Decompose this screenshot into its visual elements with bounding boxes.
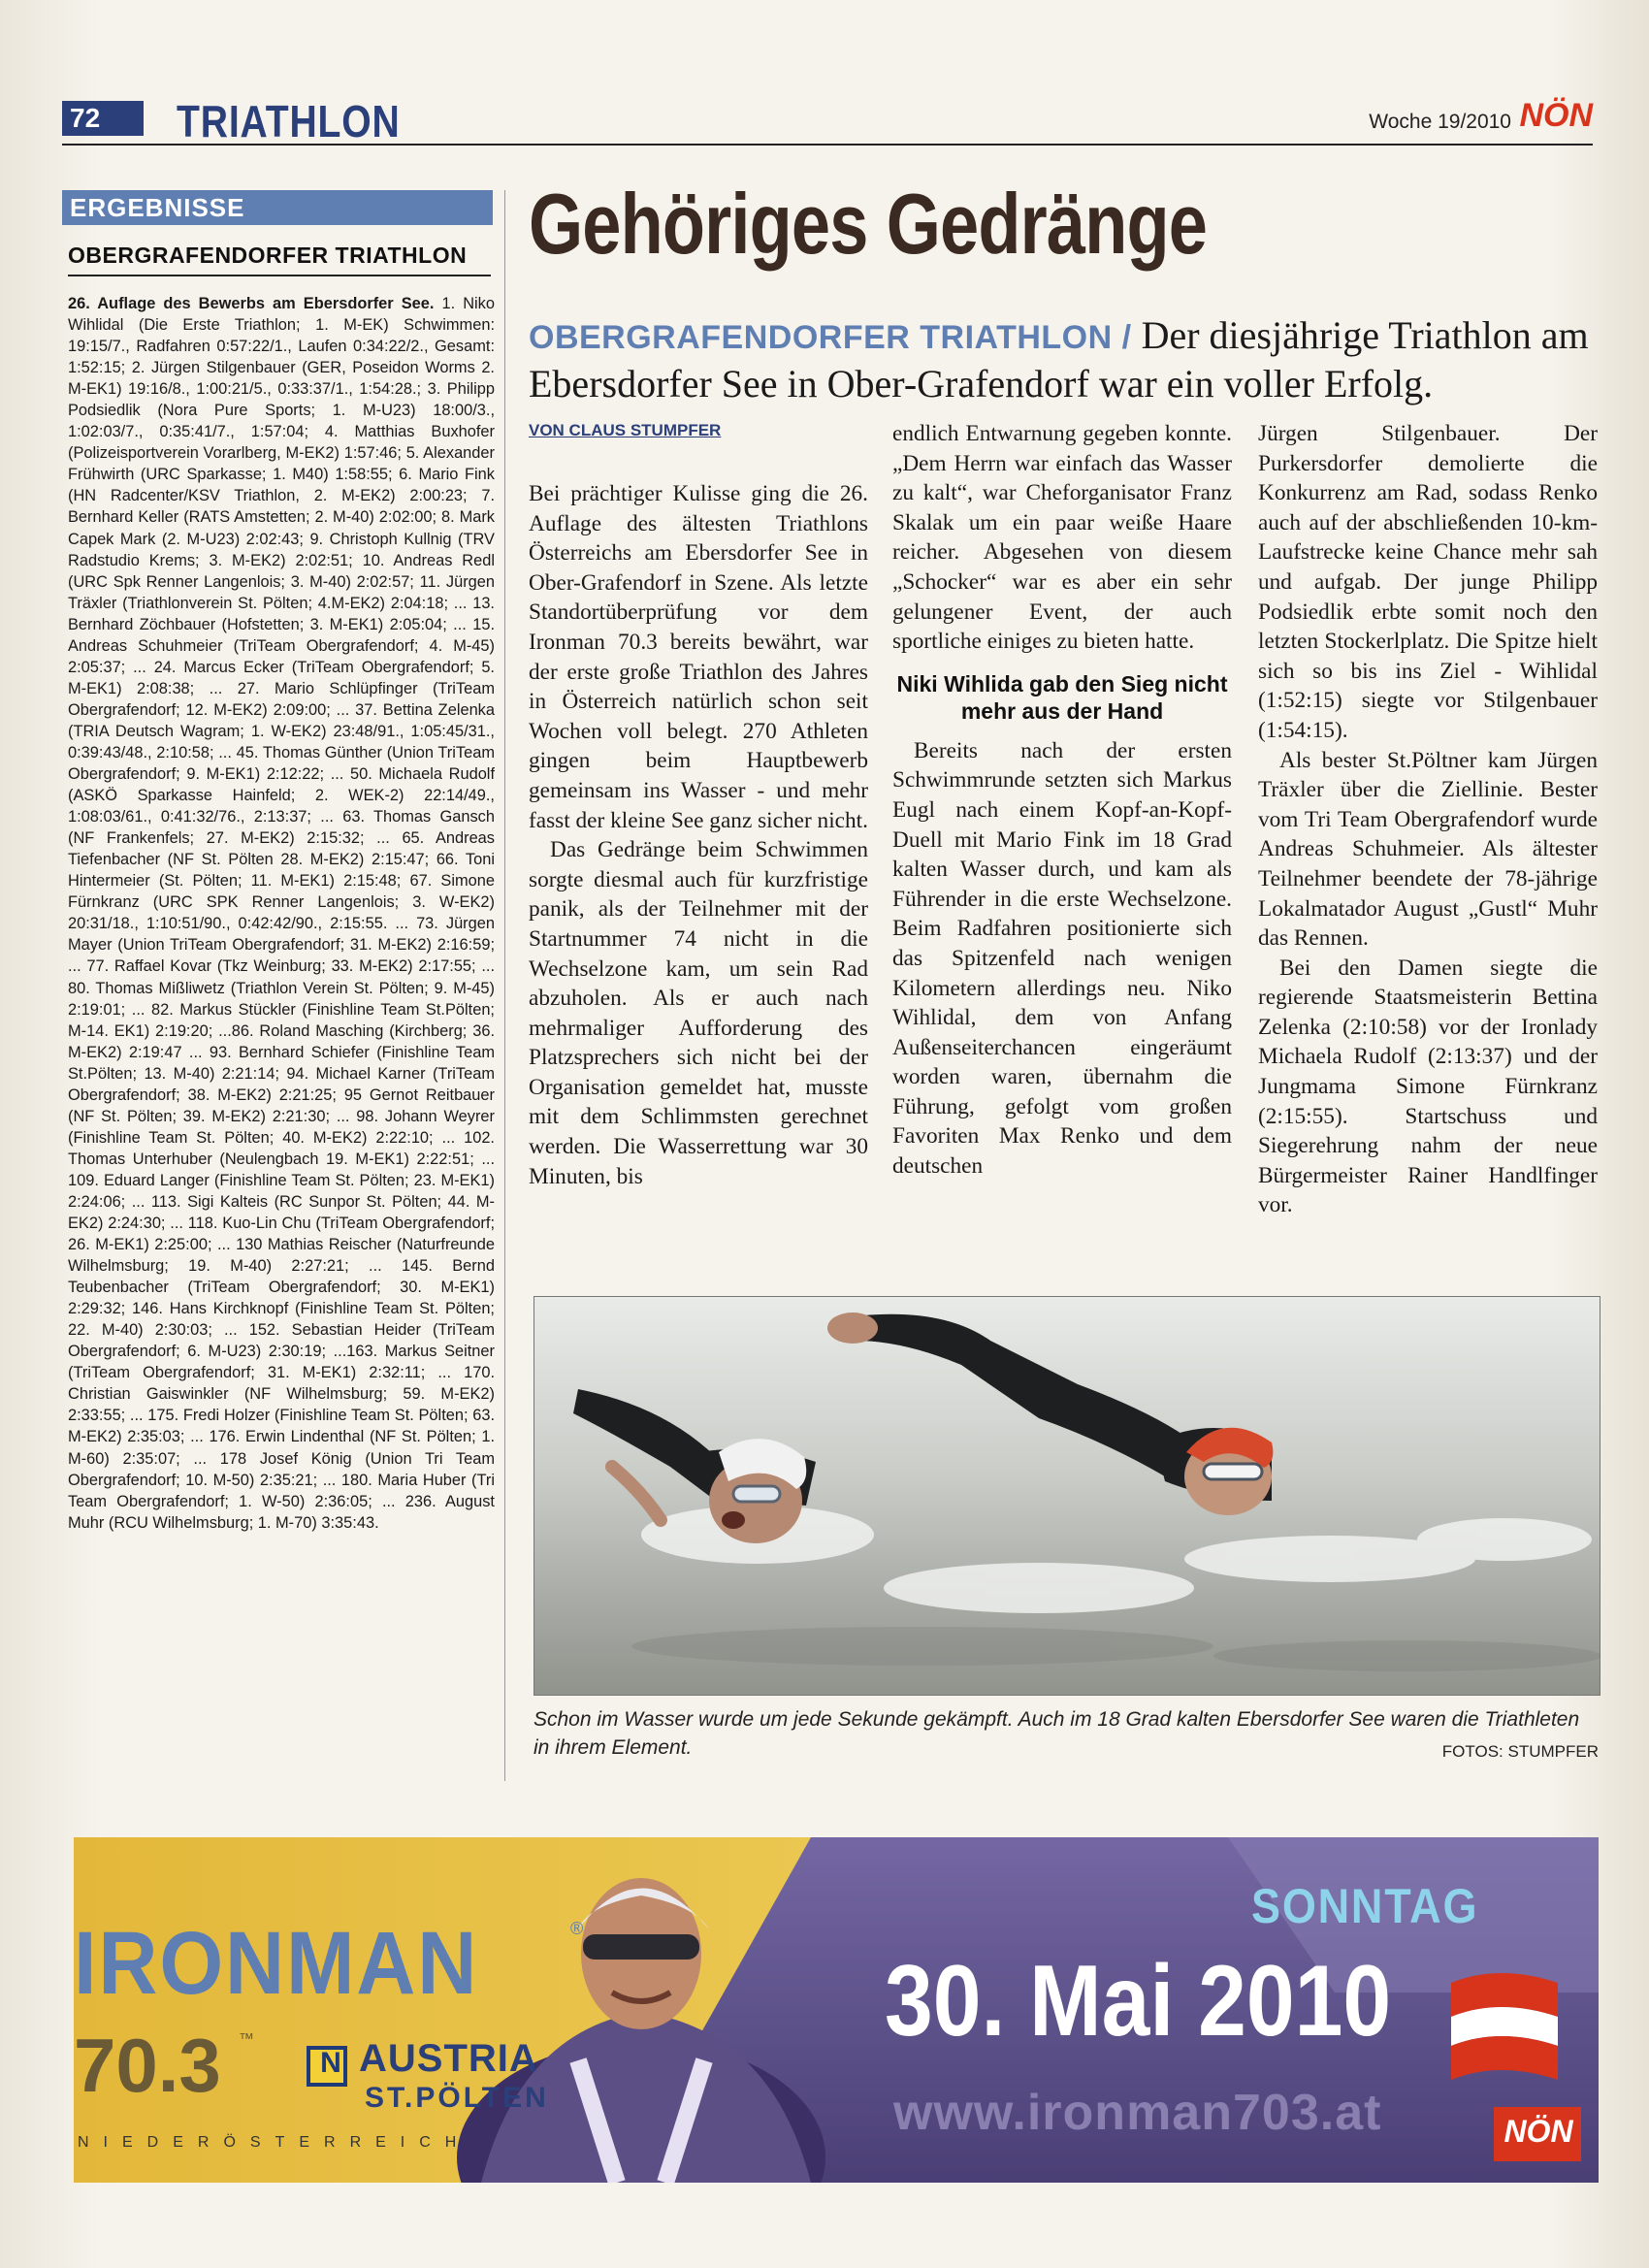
results-intro: 26. Auflage des Bewerbs am Ebersdorfer See. xyxy=(68,295,435,312)
paragraph: Bereits nach der ersten Schwimmrunde setzten sich Markus Eugl nach einem Kopf-an-Kopf-Duell mit Mario Fink im 18 Grad kalten Wasser durch, und kam als Führender in die erste Wechselzone. Beim Radfahren positionierte sich das Spitzenfeld nach wenigen Kilometern allerdings neu. Niko Wihlidal, dem von Anfang Außenseiterchancen eingeräumt worden waren, übernahm die Führung, gefolgt vom großen Favoriten Max Renko und dem deutschen xyxy=(892,737,1232,1180)
ad-city: ST.PÖLTEN xyxy=(365,2082,549,2114)
paragraph: Als bester St.Pöltner kam Jürgen Träxler über die Ziellinie. Bester vom Tri Team Obergrafendorf wurde Andreas Schuhmeier. Als ältester Teilnehmer beendete der 78-jährige Lokalmatador August „Gustl“ Muhr das Rennen. xyxy=(1258,747,1598,952)
ad-day: SONNTAG xyxy=(1251,1879,1479,1933)
page-number: 72 xyxy=(62,101,144,136)
ad-country: AUSTRIA xyxy=(359,2037,538,2080)
results-text: 1. Niko Wihlidal (Die Erste Triathlon; 1. M-EK) Schwimmen: 19:15/7., Radfahren 0:57:22/1., Laufen 0:34:22/2., Gesamt: 1:52:15; 2. Jürgen Stilgenbauer (GER, Poseidon Worms 2. M-EK1) 19:16/8., 1:00:21/5., 0:33:37/1., 1:54:28.; 3. Philipp Podsiedlik (Nora Pure Sports; 1. M-U23) 18:00/3., 1:02:03/7., 0:35:41/7., 1:57:04; 4. Matthias Buxhofer (Polizeisportverein Vorarlberg, M-EK2) 1:57:46; 5. Alexander Frühwirth (URC Sparkasse; 1. M40) 1:58:55; 6. Mario Fink (HN Radcenter/KSV Triathlon, 2. M-EK2) 2:00:23; 7. Bernhard Keller (RATS Amstetten; 2. M-40) 2:02:00; 8. Mark Capek Mark (2. M-U23) 2:02:43; 9. Christoph Kullnig (TRV Radstudio Krems; 3. M-EK2) 2:02:51; 10. Andreas Redl (URC Spk Renner Langenlois; 3. M-40) 2:02:57; 11. Jürgen Träxler (Triathlonverein St. Pölten; 4.M-EK2) 2:04:18; ... 13. Bernhard Zöchbauer (Hofstetten; 3. M-EK1) 2:05:04; ... 15. Andreas Schuhmeier (TriTeam Obergrafendorf; 4. M-45) 2:05:37; ... 24. Marcus Ecker (TriTeam Obergrafendorf; 5. M-EK1) 2:08:38; ... 27. Mario Schlüpfinger (TriTeam Obergrafendorf; 12. M-EK2) 2:09:00; ... 37. Bettina Zelenka (TRIA Deutsch Wagram; 1. W-EK2) 23:48/91., 1:05:45/31., 0:39:43/48., 2:10:58; ... 45. Thomas Günther (Union TriTeam Obergrafendorf; 9. M-EK1) 2:12:22; ... 50. Michaela Rudolf (ASKÖ Sparkasse Hainfeld; 2. WEK-2) 22:14/49., 1:08:03/61., 0:41:32/76., 2:13:37; ... 63. Thomas Gansch (NF Frankenfels; 27. M-EK2) 2:15:32; ... 65. Andreas Tiefenbacher (NF St. Pölten 28. M-EK2) 2:15:47; 66. Toni Hintermeier (St. Pölten; 11. M-EK1) 2:15:48; 67. Simone Fürnkranz (URC SPK Renner Langenlois; 3. W-EK2) 20:31/18., 1:10:51/90., 0:42:42/90., 2:15:55. ... 73. Jürgen Mayer (Union TriTeam Obergrafendorf; 31. M-EK2) 2:16:59; ... 77. Raffael Kovar (Tkz Weinburg; 33. M-EK2) 2:17:55; ... 80. Thomas Mißliwetz (Triathlon Verein St. Pölten; 9. M-45) 2:19:01; ... 82. Markus Stückler (Finishline Team St.Pölten; M-14. EK1) 2:19:20; ...86. Roland Masching (Kirchberg; 36. M-EK2) 2:19:47 ... 93. Bernhard Schiefer (Finishline Team St.Pölten; 13. M-40) 2:21:14; 94. Michael Karner (TriTeam Obergrafendorf; 38. M-EK2) 2:21:25; 95 Gernot Reitbauer (NF St. Pölten; 39. M-EK2) 2:21:30; ... 98. Johann Weyrer (Finishline Team St. Pölten; 40. M-EK2) 2:22:10; ... 102. Thomas Unterhuber (Neulengbach 19. M-EK1) 2:22:51; ... 109. Eduard Langer (Finishline Team St. Pölten; 23. M-EK1) 2:24:06; ... 113. Sigi Kalteis (RC Sunpor St. Pölten; 44. M-EK2) 2:24:30; ... 118. Kuo-Lin Chu (TriTeam Obergrafendorf; 26. M-EK1) 2:25:00; ... 130 Mathias Reischer (Naturfreunde Wilhelmsburg; 19. M-40) 2:27:21; ... 145. Bernd Teubenbacher (TriTeam Obergrafendorf; 30. M-EK1) 2:29:32; 146. Hans Kirchknopf (Finishline Team St. Pölten; 22. M-40) 2:30:03; ... 152. Sebastian Heider (TriTeam Obergrafendorf; 6. M-U23) 2:30:19; ...163. Markus Seitner (TriTeam Obergrafendorf; 31. M-EK1) 2:32:11; ... 170. Christian Gaiswinkler (NF Wilhelmsburg; 59. M-EK2) 2:33:55; ... 175. Fredi Holzer (Finishline Team St. Pölten; 63. M-EK2) 2:35:03; ... 176. Erwin Lindenthal (NF St. Pölten; 1. M-60) 2:35:07; ... 178 Josef König (Union Tri Team Obergrafendorf; 10. M-50) 2:35:21; ... 180. Maria Huber (Tri Team Obergrafendorf; 1. W-50) 2:36:05; ... 236. August Muhr (RCU Wilhelmsburg; 1. M-70) 3:35:43. xyxy=(68,295,495,1532)
newspaper-logo: NÖN xyxy=(1519,97,1593,134)
ad-brand: NÖN xyxy=(1504,2114,1573,2149)
results-label: ERGEBNISSE xyxy=(62,190,493,225)
ad-date: 30. Mai 2010 xyxy=(885,1945,1392,2057)
results-list xyxy=(68,293,495,1787)
n-badge-letter: N xyxy=(320,2047,341,2079)
article-column-1 xyxy=(529,479,868,1191)
photo-credit: FOTOS: STUMPFER xyxy=(1441,1742,1599,1761)
swimmers-photo xyxy=(534,1296,1600,1696)
ad-region: NIEDERÖSTERREICH xyxy=(78,2134,471,2151)
column-divider xyxy=(504,190,505,1781)
paragraph: Jürgen Stilgenbauer. Der Purkersdorfer demolierte die Konkurrenz am Rad, sodass Renko auch auf der abschließenden 10-km-Laufstrecke keine Chance mehr sah und aufgab. Der junge Philipp Podsiedlik erbte somit noch den letzten Stockerlplatz. Die Spitze hielt sich so bis ins Ziel - Wihlidal (1:52:15) siegte vor Stilgenbauer (1:54:15). xyxy=(1258,421,1598,743)
article-subhead: Niki Wihlida gab den Sieg nicht mehr aus der Hand xyxy=(896,670,1228,724)
page-header xyxy=(62,93,1593,146)
photo-caption: Schon im Wasser wurde um jede Sekunde gekämpft. Auch im 18 Grad kalten Ebersdorfer See waren die Triathleten in ihrem Element. xyxy=(534,1708,1580,1759)
article-column-3 xyxy=(1258,419,1598,1220)
kicker-label: OBERGRAFENDORFER TRIATHLON / xyxy=(529,319,1132,356)
paragraph: endlich Entwarnung gegeben konnte. „Dem Herrn war einfach das Wasser zu kalt“, war Cheforganisator Franz Skalak um ein paar weiße Haare reicher. Abgesehen von diesem „Schocker“ war es aber ein sehr gelungener Event, der auch sportliche einiges zu bieten hatte. xyxy=(892,421,1232,655)
paragraph: Bei prächtiger Kulisse ging die 26. Auflage des ältesten Triathlons Österreichs am Ebersdorfer See in Ober-Grafendorf in Szene. Als letzte Standortüberprüfung vor dem Ironman 70.3 bereits bewährt, war der erste große Triathlon des Jahres in Österreich natürlich schon seit Wochen voll belegt. 270 Athleten gingen beim Hauptbewerb gemeinsam ins Wasser - und mehr fasst der kleine See ganz sicher nicht. xyxy=(529,481,868,833)
austria-flag xyxy=(1451,1973,1558,2080)
paragraph: Das Gedränge beim Schwimmen sorgte diesmal auch für kurzfristige panik, als der Teilnehmer mit der Startnummer 74 nicht in die Wechselzone kam, um sein Rad abzuholen. Als er auch nach mehrmaliger Aufforderung des Platzsprechers sich nicht bei der Organisation gemeldet hat, musste mit dem Schlimmsten gerechnet werden. Die Wasserrettung war 30 Minuten, bis xyxy=(529,837,868,1189)
trademark-mark: ™ xyxy=(239,2031,254,2048)
article-kicker xyxy=(529,312,1596,407)
registered-mark: ® xyxy=(570,1919,584,1938)
results-title: OBERGRAFENDORFER TRIATHLON xyxy=(68,243,491,276)
swimmers-illustration xyxy=(534,1297,1600,1695)
ironman-logo: IRONMAN xyxy=(74,1914,479,2013)
ad-url[interactable]: www.ironman703.at xyxy=(893,2085,1382,2141)
issue-week: Woche 19/2010 xyxy=(1369,111,1511,133)
article-headline: Gehöriges Gedränge xyxy=(529,176,1208,272)
article-column-2 xyxy=(892,419,1232,1182)
paragraph: Bei den Damen siegte die regierende Staatsmeisterin Bettina Zelenka (2:10:58) vor der Ironlady Michaela Rudolf (2:13:37) und der Jungmama Simone Fürnkranz (2:15:55). Startschuss und Siegerehrung nahm der neue Bürgermeister Rainer Handlfinger vor. xyxy=(1258,955,1598,1218)
ironman-703: 70.3 xyxy=(74,2023,221,2108)
kicker-text: Der diesjährige Triathlon am Ebersdorfer See in Ober-Grafendorf war ein voller Erfolg. xyxy=(529,313,1589,405)
byline: VON CLAUS STUMPFER xyxy=(529,421,722,439)
section-title: TRIATHLON xyxy=(177,96,401,146)
ironman-advertisement[interactable] xyxy=(74,1837,1599,2183)
